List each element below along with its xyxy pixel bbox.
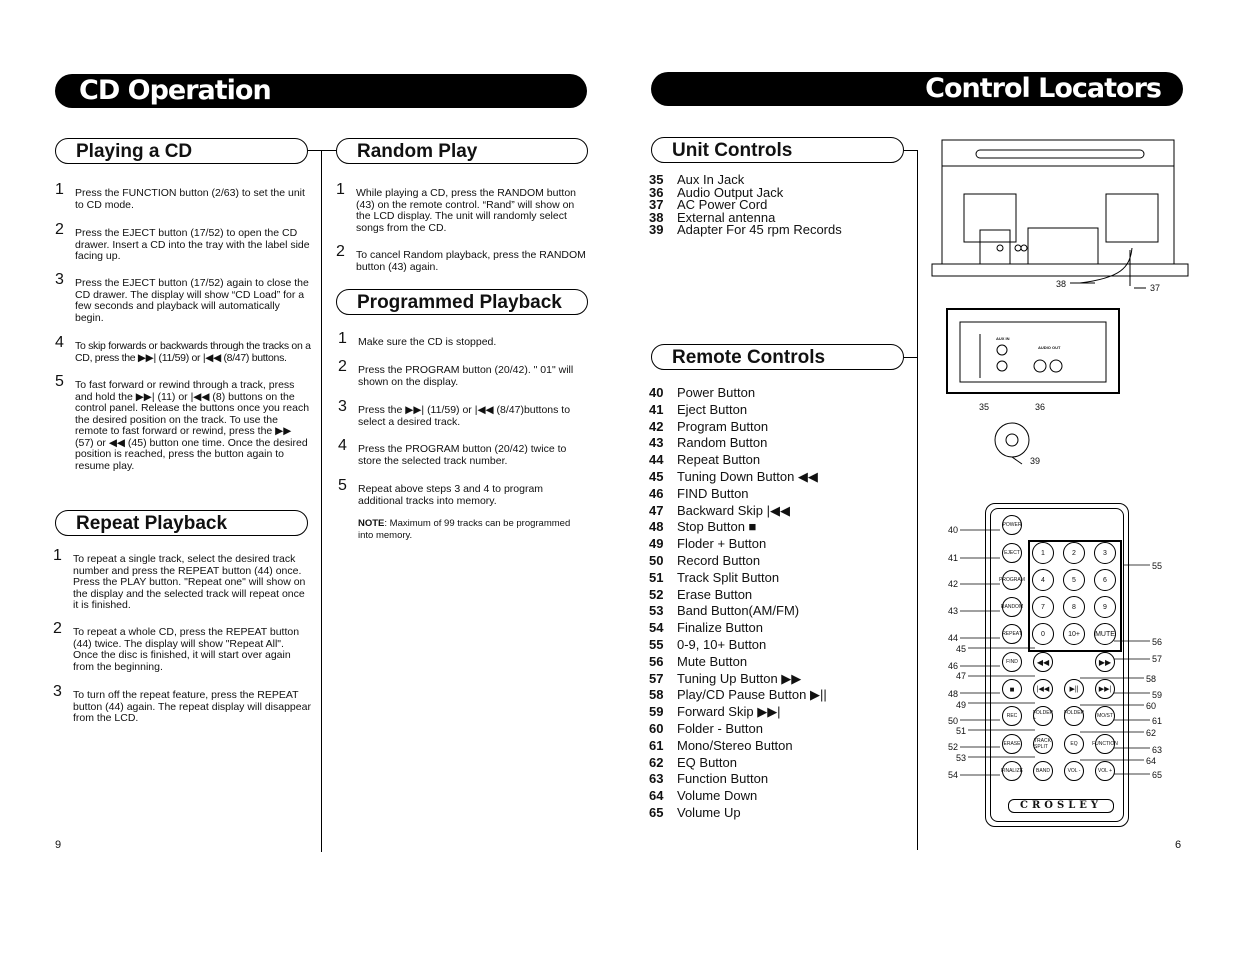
item-label: Tuning Up Button ▶▶ bbox=[677, 670, 802, 686]
unit-rear-diagram bbox=[930, 138, 1192, 298]
step-number: 1 bbox=[336, 181, 345, 198]
item-number: 54 bbox=[649, 620, 664, 636]
list-item bbox=[649, 224, 842, 237]
divider bbox=[904, 357, 917, 358]
playing-step-1 bbox=[55, 181, 311, 211]
list-item bbox=[649, 805, 827, 822]
item-number: 53 bbox=[649, 603, 664, 619]
callout-48: 48 bbox=[948, 689, 959, 699]
item-number: 44 bbox=[649, 452, 664, 468]
item-label: Floder + Button bbox=[677, 536, 767, 552]
callout-35: 35 bbox=[979, 402, 990, 412]
program-button[interactable]: PROGRAM bbox=[1002, 570, 1022, 590]
list-item bbox=[649, 587, 827, 604]
step-number: 2 bbox=[336, 243, 345, 260]
repeat-step-3 bbox=[53, 683, 311, 725]
step-number: 5 bbox=[338, 477, 347, 494]
list-item bbox=[649, 570, 827, 587]
item-label: Repeat Button bbox=[677, 452, 761, 468]
callout-60: 60 bbox=[1146, 701, 1157, 711]
list-item bbox=[649, 738, 827, 755]
erase-button[interactable]: ERASE bbox=[1002, 734, 1022, 754]
step-number: 2 bbox=[338, 358, 347, 375]
skip-back-button[interactable]: |◀◀ bbox=[1033, 679, 1053, 699]
item-label: Function Button bbox=[677, 771, 769, 787]
track-split-button[interactable]: TRACK SPLIT bbox=[1033, 734, 1053, 754]
cd-operation-banner: CD Operation bbox=[55, 74, 587, 108]
column-divider bbox=[321, 150, 322, 852]
playing-step-4 bbox=[55, 334, 313, 364]
item-label: Play/CD Pause Button ▶|| bbox=[677, 687, 827, 703]
repeat-step-2 bbox=[53, 620, 311, 673]
callout-46: 46 bbox=[948, 661, 959, 671]
rec-button[interactable]: REC bbox=[1002, 706, 1022, 726]
digit-4-button[interactable]: 4 bbox=[1032, 569, 1054, 591]
step-number: 3 bbox=[338, 398, 347, 415]
step-text: Press the PROGRAM button (20/42). " 01" will shown on the display. bbox=[358, 364, 574, 388]
eject-button[interactable]: EJECT bbox=[1002, 543, 1022, 563]
playing-cd-heading: Playing a CD bbox=[55, 138, 308, 164]
jack-panel-diagram bbox=[946, 308, 1122, 404]
list-item bbox=[649, 755, 827, 772]
item-label: Folder - Button bbox=[677, 720, 763, 736]
item-label: Tuning Down Button ◀◀ bbox=[677, 468, 818, 484]
callout-62: 62 bbox=[1146, 728, 1157, 738]
item-number: 36 bbox=[649, 184, 664, 200]
step-text: To repeat a single track, select the desired track number and press the REPEAT button (44) once. Press the PLAY button. "Repeat one" will show on the display and the selected track will repeat once it is finished. bbox=[73, 553, 306, 611]
callout-36: 36 bbox=[1035, 402, 1046, 412]
list-item bbox=[649, 771, 827, 788]
step-text: Press the ▶▶| (11/59) or |◀◀ (8/47)buttons to select a desired track. bbox=[358, 404, 571, 428]
callout-37: 37 bbox=[1150, 283, 1161, 293]
callout-49: 49 bbox=[956, 700, 967, 710]
callout-42: 42 bbox=[948, 579, 959, 589]
item-label: Random Button bbox=[677, 435, 768, 451]
item-label: FIND Button bbox=[677, 485, 749, 501]
callout-39: 39 bbox=[1030, 456, 1041, 466]
item-number: 37 bbox=[649, 197, 664, 213]
unit-controls-heading: Unit Controls bbox=[651, 137, 904, 163]
list-item bbox=[649, 603, 827, 620]
list-item bbox=[649, 519, 827, 536]
item-number: 60 bbox=[649, 720, 664, 736]
item-number: 43 bbox=[649, 435, 664, 451]
item-number: 40 bbox=[649, 385, 664, 400]
step-text: To skip forwards or backwards through the tracks on a CD, press the ▶▶| (11/59) or |◀◀ (8/47) buttons. bbox=[75, 340, 311, 364]
list-item bbox=[649, 385, 827, 402]
repeat-step-1 bbox=[53, 547, 311, 612]
step-text: Press the PROGRAM button (20/42) twice to store the selected track number. bbox=[358, 443, 567, 467]
playing-step-2 bbox=[55, 221, 311, 263]
playing-step-5 bbox=[55, 373, 311, 472]
item-number: 42 bbox=[649, 418, 664, 434]
digit-8-button[interactable]: 8 bbox=[1063, 596, 1085, 618]
callout-57: 57 bbox=[1152, 654, 1163, 664]
item-label: Power Button bbox=[677, 385, 756, 400]
function-button[interactable]: FUNCTION bbox=[1095, 734, 1115, 754]
digit-5-button[interactable]: 5 bbox=[1063, 569, 1085, 591]
item-label: AC Power Cord bbox=[677, 197, 768, 213]
item-number: 61 bbox=[649, 737, 664, 753]
item-label: Erase Button bbox=[677, 586, 753, 602]
repeat-button[interactable]: REPEAT bbox=[1002, 624, 1022, 644]
page-number-left: 9 bbox=[55, 839, 62, 851]
stop-button[interactable]: ■ bbox=[1002, 679, 1022, 699]
item-label: Forward Skip ▶▶| bbox=[677, 704, 781, 720]
callout-65: 65 bbox=[1152, 770, 1163, 780]
item-label: Band Button(AM/FM) bbox=[677, 603, 800, 619]
random-step-2 bbox=[336, 243, 590, 273]
item-number: 39 bbox=[649, 222, 664, 238]
digit-3-button[interactable]: 3 bbox=[1094, 542, 1116, 564]
step-text: To repeat a whole CD, press the REPEAT button (44) twice. The display will show "Repeat All". Once the disc is finished, it will start over again from the beginning. bbox=[73, 626, 300, 673]
step-text: Make sure the CD is stopped. bbox=[358, 336, 497, 348]
digit-6-button[interactable]: 6 bbox=[1094, 569, 1116, 591]
step-number: 2 bbox=[55, 221, 64, 238]
item-number: 47 bbox=[649, 502, 664, 518]
item-number: 50 bbox=[649, 552, 664, 568]
item-label: Volume Up bbox=[677, 804, 741, 820]
step-number: 3 bbox=[55, 271, 64, 288]
item-label: Adapter For 45 rpm Records bbox=[677, 222, 842, 238]
random-button[interactable]: RANDOM bbox=[1002, 597, 1022, 617]
item-number: 51 bbox=[649, 569, 664, 585]
list-item bbox=[649, 637, 827, 654]
callout-45: 45 bbox=[956, 644, 967, 654]
aux-in-label: AUX IN bbox=[996, 336, 1010, 341]
remote-controls-list bbox=[649, 385, 827, 822]
item-number: 59 bbox=[649, 704, 664, 720]
step-number: 4 bbox=[338, 437, 347, 454]
divider bbox=[904, 150, 917, 151]
list-item bbox=[649, 536, 827, 553]
right-column-divider bbox=[917, 150, 918, 850]
step-text: To turn off the repeat feature, press the REPEAT button (44) again. The repeat display will disappear from the LCD. bbox=[73, 689, 311, 724]
list-item bbox=[649, 553, 827, 570]
digit-9-button[interactable]: 9 bbox=[1094, 596, 1116, 618]
callout-55: 55 bbox=[1152, 561, 1163, 571]
digit-0-button[interactable]: 0 bbox=[1032, 623, 1054, 645]
callout-51: 51 bbox=[956, 726, 967, 736]
item-label: Mute Button bbox=[677, 653, 748, 669]
tuning-down-button[interactable]: ◀◀ bbox=[1033, 652, 1053, 672]
step-number: 4 bbox=[55, 334, 64, 351]
item-number: 35 bbox=[649, 172, 664, 187]
item-label: Record Button bbox=[677, 552, 761, 568]
page-number-right: 6 bbox=[1175, 839, 1182, 851]
list-item bbox=[649, 788, 827, 805]
brand-logo: CROSLEY bbox=[1008, 799, 1114, 813]
item-number: 63 bbox=[649, 771, 664, 787]
mute-button[interactable]: MUTE bbox=[1094, 623, 1116, 645]
band-button[interactable]: BAND bbox=[1033, 761, 1053, 781]
adapter-45-diagram bbox=[992, 420, 1032, 466]
item-number: 45 bbox=[649, 468, 664, 484]
list-item bbox=[649, 469, 827, 486]
program-step-4 bbox=[338, 437, 590, 467]
item-label: Mono/Stereo Button bbox=[677, 737, 793, 753]
callout-44: 44 bbox=[948, 633, 959, 643]
item-label: Stop Button ■ bbox=[677, 519, 757, 535]
item-label: Volume Down bbox=[677, 788, 758, 804]
step-text: To cancel Random playback, press the RANDOM button (43) again. bbox=[356, 249, 586, 273]
programmed-playback-heading: Programmed Playback bbox=[336, 289, 588, 315]
callout-40: 40 bbox=[948, 525, 959, 535]
random-step-1 bbox=[336, 181, 590, 234]
item-number: 55 bbox=[649, 636, 664, 652]
play-pause-button[interactable]: ▶|| bbox=[1064, 679, 1084, 699]
control-locators-banner: Control Locators bbox=[651, 72, 1183, 106]
step-text: Press the EJECT button (17/52) again to close the CD drawer. The display will show “CD Load” for a few seconds and playback will automatically begin. bbox=[75, 277, 309, 324]
step-number: 5 bbox=[55, 373, 64, 390]
list-item bbox=[649, 654, 827, 671]
list-item bbox=[649, 435, 827, 452]
list-item bbox=[649, 486, 827, 503]
step-text: While playing a CD, press the RANDOM button (43) on the remote control. “Rand” will show on the LCD display. The unit will randomly select songs from the CD. bbox=[356, 187, 577, 234]
unit-controls-list bbox=[649, 174, 842, 237]
list-item bbox=[649, 503, 827, 520]
item-number: 62 bbox=[649, 754, 664, 770]
callout-52: 52 bbox=[948, 742, 959, 752]
repeat-playback-heading: Repeat Playback bbox=[55, 510, 308, 536]
tuning-up-button[interactable]: ▶▶ bbox=[1095, 652, 1115, 672]
remote-controls-heading: Remote Controls bbox=[651, 344, 904, 370]
list-item bbox=[649, 721, 827, 738]
program-step-3 bbox=[338, 398, 590, 428]
program-step-1 bbox=[338, 330, 590, 349]
program-step-2 bbox=[338, 358, 590, 388]
item-label: 0-9, 10+ Button bbox=[677, 636, 767, 652]
list-item bbox=[649, 687, 827, 704]
item-number: 49 bbox=[649, 536, 664, 552]
item-number: 48 bbox=[649, 519, 664, 535]
ten-plus-button[interactable]: 10+ bbox=[1063, 623, 1085, 645]
note-text: : Maximum of 99 tracks can be programmed into memory. bbox=[358, 518, 571, 541]
list-item bbox=[649, 671, 827, 688]
item-number: 46 bbox=[649, 485, 664, 501]
divider bbox=[308, 150, 336, 151]
eq-button[interactable]: EQ bbox=[1064, 734, 1084, 754]
item-number: 41 bbox=[649, 401, 664, 417]
find-button[interactable]: FIND bbox=[1002, 652, 1022, 672]
leader-lines bbox=[940, 520, 1152, 790]
step-number: 3 bbox=[53, 683, 62, 700]
skip-forward-button[interactable]: ▶▶| bbox=[1095, 679, 1115, 699]
item-number: 64 bbox=[649, 788, 664, 804]
finalize-button[interactable]: FINALIZE bbox=[1002, 761, 1022, 781]
list-item bbox=[649, 402, 827, 419]
item-label: Program Button bbox=[677, 418, 769, 434]
item-label: Track Split Button bbox=[677, 569, 780, 585]
mono-stereo-button[interactable]: MO/ST bbox=[1095, 706, 1115, 726]
item-label: Audio Output Jack bbox=[677, 184, 784, 200]
step-number: 2 bbox=[53, 620, 62, 637]
callout-61: 61 bbox=[1152, 716, 1163, 726]
folder-plus-button[interactable]: FOLDER + bbox=[1033, 706, 1053, 726]
step-text: Press the FUNCTION button (2/63) to set the unit to CD mode. bbox=[75, 187, 305, 211]
folder-minus-button[interactable]: FOLDER - bbox=[1064, 706, 1084, 726]
step-text: To fast forward or rewind through a track, press and hold the ▶▶| (11) or |◀◀ (8) buttons on the control panel. Release the buttons once you reach the desired position on the track. To use the remote to fast forward or rewind, press the ▶▶ (57) or ◀◀ (45) button one time. Once the desired position is reached, press the button again to resume play. bbox=[75, 379, 310, 472]
callout-64: 64 bbox=[1146, 756, 1157, 766]
power-button[interactable]: POWER bbox=[1002, 515, 1022, 535]
item-number: 57 bbox=[649, 670, 664, 686]
item-label: Eject Button bbox=[677, 401, 748, 417]
step-number: 1 bbox=[338, 330, 347, 347]
callout-63: 63 bbox=[1152, 745, 1163, 755]
list-item bbox=[649, 452, 827, 469]
step-text: Press the EJECT button (17/52) to open the CD drawer. Insert a CD into the tray with the label side facing up. bbox=[75, 227, 310, 262]
digit-1-button[interactable]: 1 bbox=[1032, 542, 1054, 564]
step-number: 1 bbox=[55, 181, 64, 198]
callout-43: 43 bbox=[948, 606, 959, 616]
list-item bbox=[649, 419, 827, 436]
item-number: 58 bbox=[649, 687, 664, 703]
item-label: EQ Button bbox=[677, 754, 737, 770]
digit-7-button[interactable]: 7 bbox=[1032, 596, 1054, 618]
digit-2-button[interactable]: 2 bbox=[1063, 542, 1085, 564]
program-note bbox=[358, 518, 588, 541]
callout-56: 56 bbox=[1152, 637, 1163, 647]
playing-step-3 bbox=[55, 271, 311, 324]
item-label: Finalize Button bbox=[677, 620, 763, 636]
item-label: Aux In Jack bbox=[677, 172, 745, 187]
item-number: 65 bbox=[649, 804, 664, 820]
callout-53: 53 bbox=[956, 753, 967, 763]
vol-up-button[interactable]: VOL + bbox=[1095, 761, 1115, 781]
callout-58: 58 bbox=[1146, 674, 1157, 684]
list-item bbox=[649, 620, 827, 637]
item-label: External antenna bbox=[677, 209, 776, 225]
item-number: 56 bbox=[649, 653, 664, 669]
vol-down-button[interactable]: VOL - bbox=[1064, 761, 1084, 781]
step-text: Repeat above steps 3 and 4 to program additional tracks into memory. bbox=[358, 483, 544, 507]
callout-38: 38 bbox=[1056, 279, 1067, 289]
callout-47: 47 bbox=[956, 671, 967, 681]
audio-out-label: AUDIO OUT bbox=[1038, 345, 1061, 350]
callout-41: 41 bbox=[948, 553, 959, 563]
callout-59: 59 bbox=[1152, 690, 1163, 700]
step-number: 1 bbox=[53, 547, 62, 564]
item-number: 52 bbox=[649, 586, 664, 602]
random-play-heading: Random Play bbox=[336, 138, 588, 164]
program-step-5 bbox=[338, 477, 590, 507]
note-label: NOTE bbox=[358, 518, 385, 529]
callout-50: 50 bbox=[948, 716, 959, 726]
item-number: 38 bbox=[649, 209, 664, 225]
callout-54: 54 bbox=[948, 770, 959, 780]
item-label: Backward Skip |◀◀ bbox=[677, 502, 790, 518]
list-item bbox=[649, 704, 827, 721]
